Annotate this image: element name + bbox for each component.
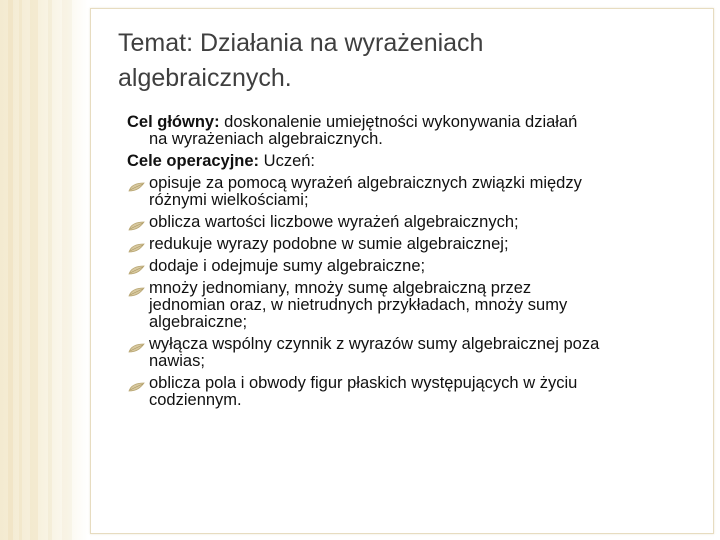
slide-title-line-1: Temat: Działania na wyrażeniach <box>118 29 484 57</box>
main-goal-label: Cel główny: <box>127 113 220 131</box>
main-goal <box>127 114 687 148</box>
objective-text-line-2: różnymi wielkościami; <box>149 191 309 209</box>
objective-item <box>127 336 687 370</box>
leaf-bullet-icon <box>128 340 145 350</box>
main-goal-text-line-1: doskonalenie umiejętności wykonywania działań <box>219 113 578 131</box>
objective-text-line-1: dodaje i odejmuje sumy algebraiczne; <box>149 257 426 275</box>
objective-text-line-1: mnoży jednomiany, mnoży sumę algebraiczną przez <box>149 279 532 297</box>
objective-text-line-2: codziennym. <box>149 391 242 409</box>
objective-text-line-1: redukuje wyrazy podobne w sumie algebraicznej; <box>149 235 509 253</box>
sidebar-stripe <box>8 0 13 540</box>
objective-text-line-1: oblicza wartości liczbowe wyrażeń algebraicznych; <box>149 213 519 231</box>
slide-title-line-2: algebraicznych. <box>118 64 292 92</box>
leaf-bullet-icon <box>128 262 145 272</box>
objectives-list <box>127 175 687 409</box>
leaf-bullet-icon <box>128 284 145 294</box>
objective-item <box>127 175 687 209</box>
objective-item <box>127 375 687 409</box>
objective-text-line-1: oblicza pola i obwody figur płaskich występujących w życiu <box>149 374 578 392</box>
sidebar-stripe <box>19 0 22 540</box>
leaf-bullet-icon <box>128 179 145 189</box>
operational-goals-heading <box>127 153 687 170</box>
slide-title <box>118 26 698 96</box>
leaf-bullet-icon <box>128 379 145 389</box>
objective-item <box>127 236 687 253</box>
decorative-sidebar <box>0 0 88 540</box>
operational-goals-text: Uczeń: <box>259 152 315 170</box>
sidebar-stripe <box>62 0 72 540</box>
objective-text-line-3: algebraiczne; <box>149 313 248 331</box>
slide-content <box>127 114 687 414</box>
leaf-bullet-icon <box>128 240 145 250</box>
objective-text-line-2: nawias; <box>149 352 205 370</box>
operational-goals-label: Cele operacyjne: <box>127 152 260 170</box>
objective-item <box>127 214 687 231</box>
objective-text-line-1: wyłącza wspólny czynnik z wyrazów sumy algebraicznej poza <box>149 335 600 353</box>
sidebar-stripe <box>30 0 38 540</box>
objective-text-line-2: jednomian oraz, w nietrudnych przykładach, mnoży sumy <box>149 296 568 314</box>
objective-item <box>127 280 687 331</box>
objective-text-line-1: opisuje za pomocą wyrażeń algebraicznych związki między <box>149 174 582 192</box>
leaf-bullet-icon <box>128 218 145 228</box>
main-goal-text-line-2: na wyrażeniach algebraicznych. <box>149 130 383 148</box>
objective-item <box>127 258 687 275</box>
sidebar-stripe <box>48 0 52 540</box>
